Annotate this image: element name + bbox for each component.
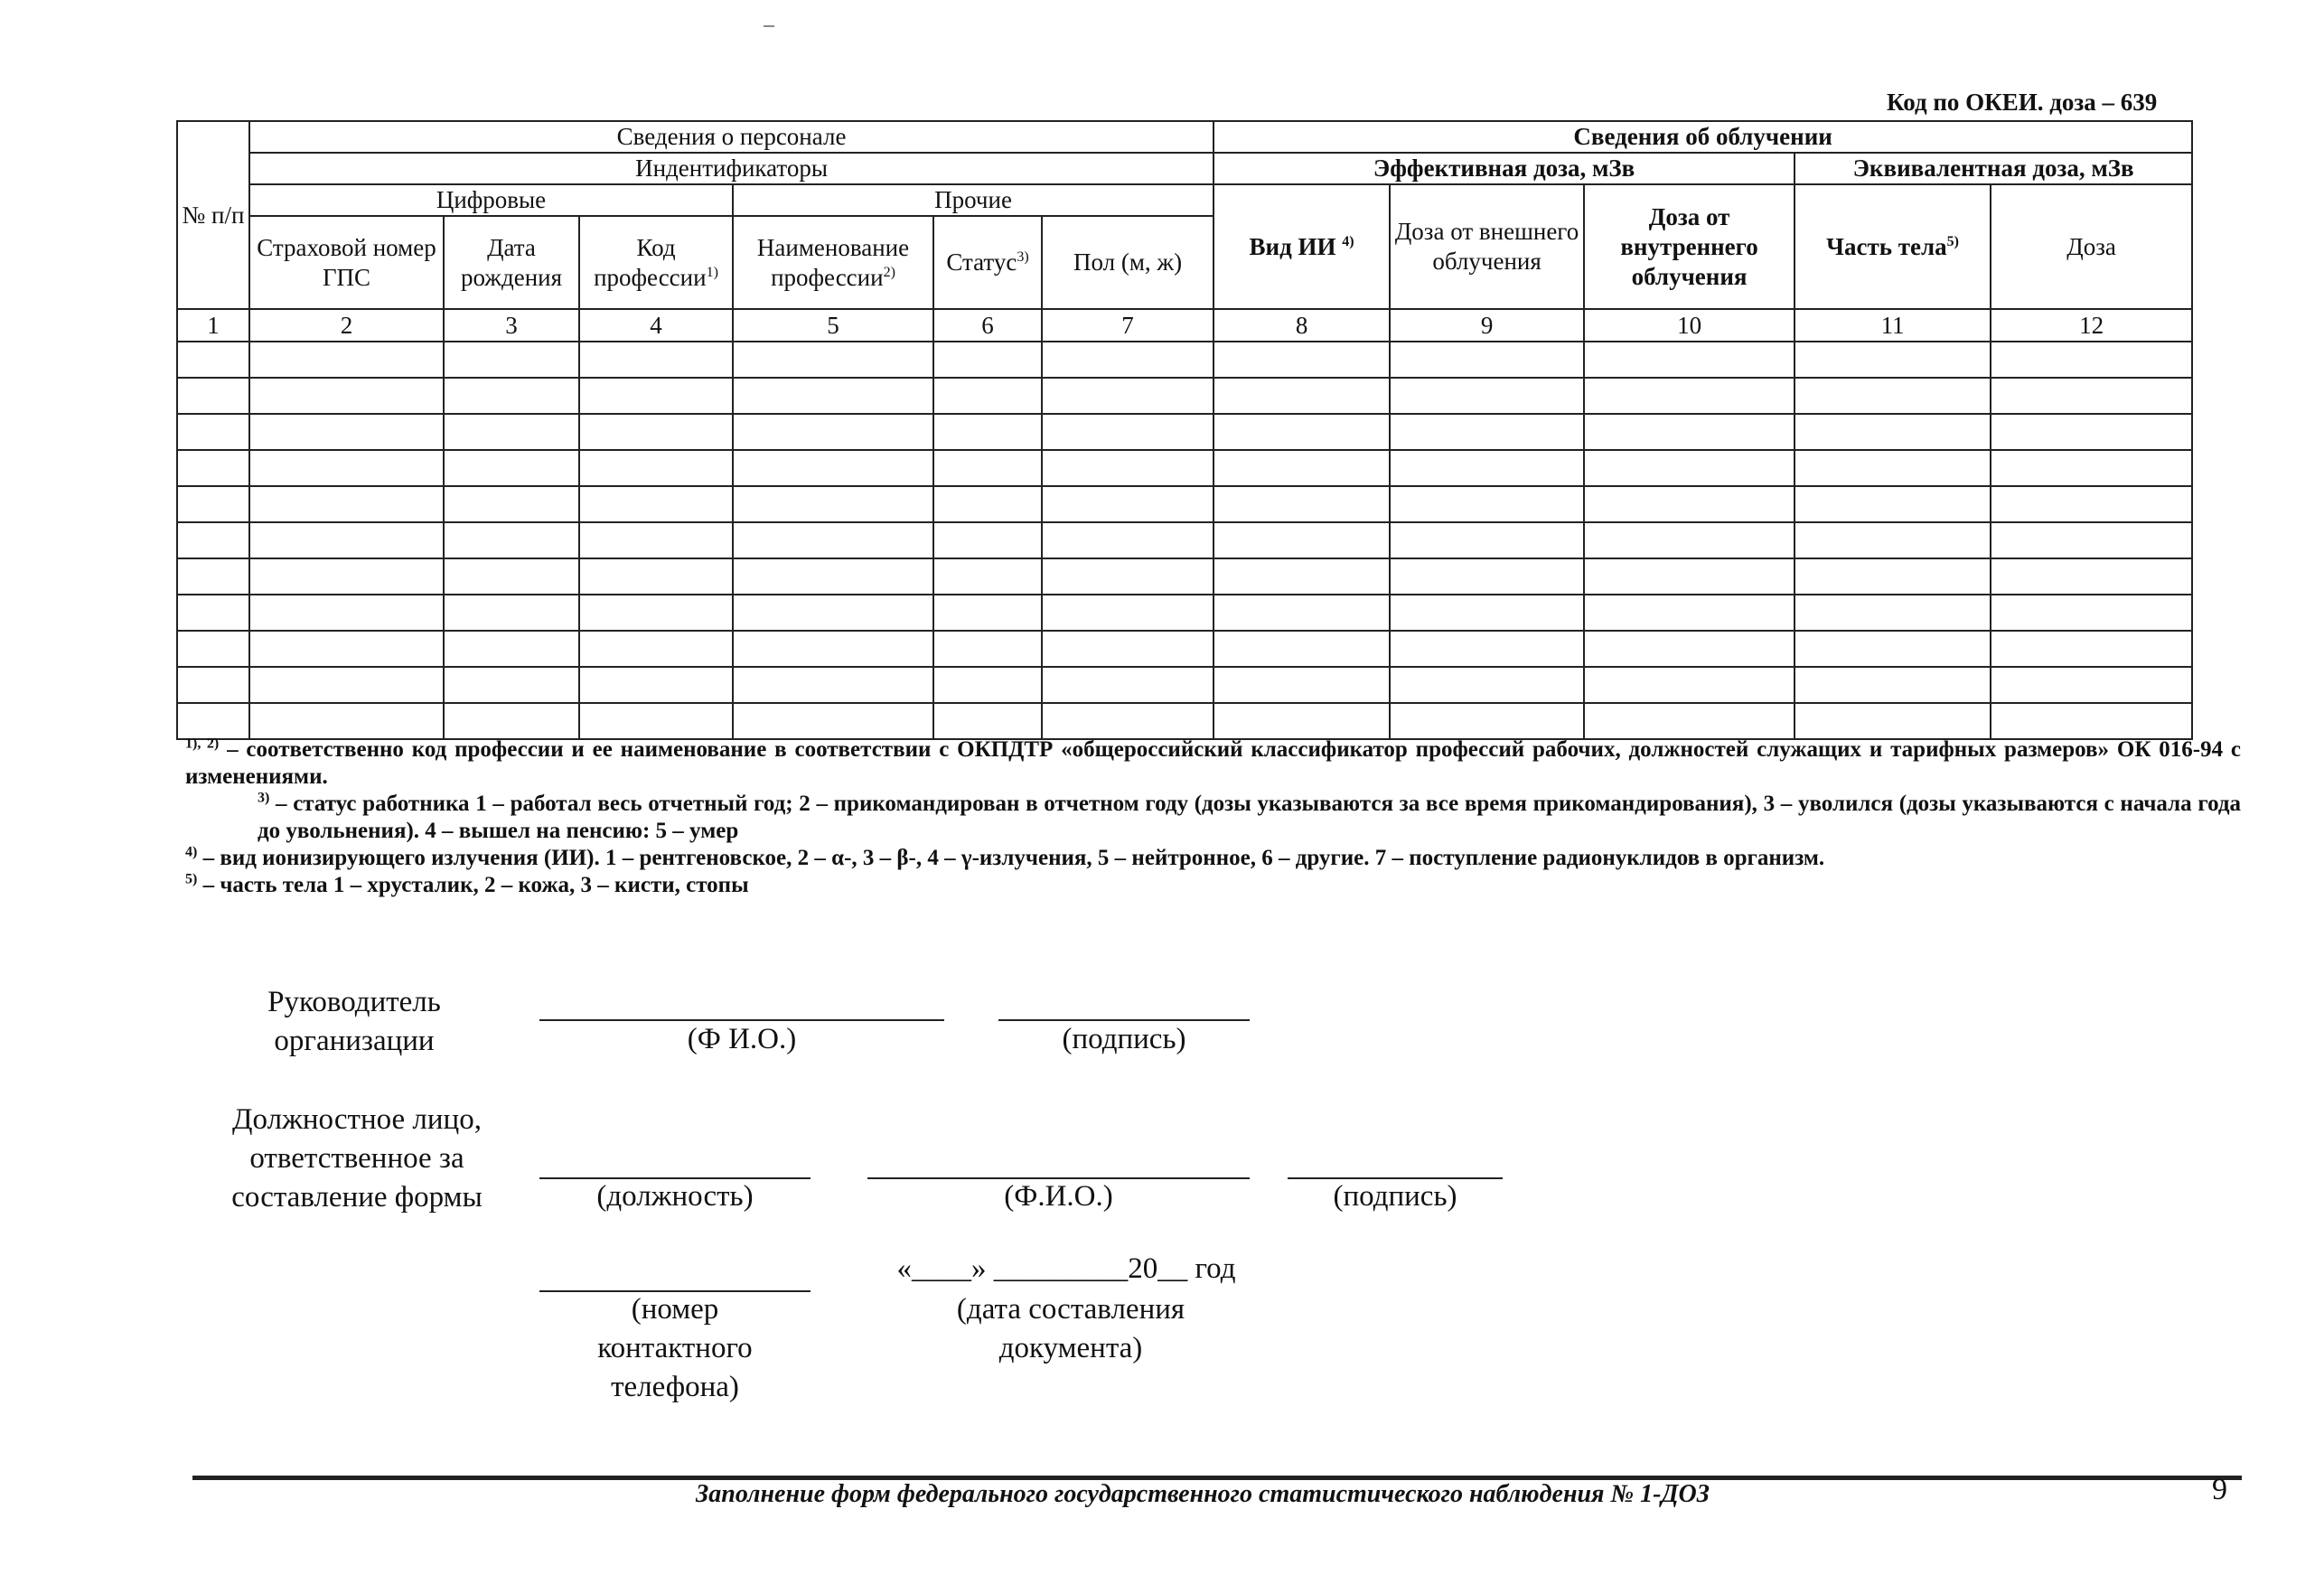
table-cell[interactable]: [1991, 414, 2192, 450]
table-cell[interactable]: [1042, 595, 1214, 631]
table-cell[interactable]: [1991, 486, 2192, 522]
table-cell[interactable]: [933, 342, 1042, 378]
table-cell[interactable]: [1042, 450, 1214, 486]
table-cell[interactable]: [444, 595, 579, 631]
table-cell[interactable]: [249, 703, 444, 739]
header-digital: Цифровые: [249, 184, 733, 216]
signature-caption-1: (подпись): [1062, 1023, 1186, 1055]
table-cell[interactable]: [579, 414, 733, 450]
table-cell[interactable]: [249, 378, 444, 414]
table-cell[interactable]: [1795, 378, 1991, 414]
col-number: 10: [1584, 309, 1795, 342]
table-cell[interactable]: [444, 414, 579, 450]
table-cell[interactable]: [1795, 414, 1991, 450]
table-cell[interactable]: [1214, 667, 1390, 703]
table-cell[interactable]: [1390, 450, 1584, 486]
table-cell[interactable]: [1214, 631, 1390, 667]
dose-register-table: [176, 120, 2193, 740]
table-cell[interactable]: [177, 522, 249, 558]
table-cell[interactable]: [177, 486, 249, 522]
table-cell[interactable]: [1584, 342, 1795, 378]
table-cell[interactable]: [1390, 414, 1584, 450]
table-cell[interactable]: [933, 414, 1042, 450]
header-profession-code: Код профессии$^{1)}$: [579, 216, 733, 309]
table-cell[interactable]: [249, 595, 444, 631]
table-cell[interactable]: [933, 703, 1042, 739]
table-cell[interactable]: [1991, 558, 2192, 595]
footnotes: [185, 736, 2241, 899]
header-profession-name: Наименование профессии$^{2)}$: [733, 216, 933, 309]
header-internal-dose: Доза от внутреннего облучения: [1584, 184, 1795, 309]
footnote-4: $^{4)}$ – вид ионизирующего излучения (ИИ). 1 – рентгеновское, 2 – α-, 3 – β-, 4 – γ-излучения, 5 – нейтронное, 6 – другие. 7 – поступление радионуклидов в организм.: [185, 844, 1825, 870]
header-equivalent-dose: Эквивалентная доза, мЗв: [1795, 153, 2192, 184]
okei-code: Код по ОКЕИ. доза – 639: [1887, 89, 2158, 116]
table-cell[interactable]: [579, 522, 733, 558]
footer-title: Заполнение форм федерального государственного статистического наблюдения № 1-ДОЗ: [696, 1480, 1710, 1508]
table-row: [177, 450, 2192, 486]
table-cell[interactable]: [444, 631, 579, 667]
table-cell[interactable]: [1214, 703, 1390, 739]
table-cell[interactable]: [733, 378, 933, 414]
table-cell[interactable]: [1991, 667, 2192, 703]
table-cell[interactable]: [1214, 450, 1390, 486]
table-cell[interactable]: [1991, 703, 2192, 739]
table-cell[interactable]: [1390, 378, 1584, 414]
column-number-row: [177, 309, 2192, 342]
header-exposure: Сведения об облучении: [1214, 121, 2192, 153]
table-cell[interactable]: [733, 558, 933, 595]
empty-rows: [177, 342, 2192, 739]
table-cell[interactable]: [1214, 378, 1390, 414]
table-cell[interactable]: [1390, 486, 1584, 522]
table-cell[interactable]: [579, 342, 733, 378]
table-cell[interactable]: [1390, 522, 1584, 558]
table-cell[interactable]: [1390, 558, 1584, 595]
table-cell[interactable]: [1584, 522, 1795, 558]
table-cell[interactable]: [1214, 558, 1390, 595]
table-row: [177, 667, 2192, 703]
table-cell[interactable]: [933, 667, 1042, 703]
table-cell[interactable]: [1042, 703, 1214, 739]
table-cell[interactable]: [579, 450, 733, 486]
table-cell[interactable]: [933, 486, 1042, 522]
table-cell[interactable]: [1584, 667, 1795, 703]
table-cell[interactable]: [579, 631, 733, 667]
table-cell[interactable]: [933, 595, 1042, 631]
header-dose: Доза: [1991, 184, 2192, 309]
table-cell[interactable]: [1042, 342, 1214, 378]
table-cell[interactable]: [1584, 703, 1795, 739]
table-cell[interactable]: [579, 558, 733, 595]
table-cell[interactable]: [1991, 595, 2192, 631]
table-cell[interactable]: [579, 667, 733, 703]
table-cell[interactable]: [1584, 450, 1795, 486]
col-number: 5: [733, 309, 933, 342]
table-cell[interactable]: [1584, 414, 1795, 450]
table-cell[interactable]: [1214, 342, 1390, 378]
table-cell[interactable]: [444, 486, 579, 522]
table-cell[interactable]: [1795, 450, 1991, 486]
date-field[interactable]: «____» _________20__ год: [896, 1252, 1236, 1285]
table-cell[interactable]: [177, 342, 249, 378]
header-insurance-number: Страховой номер ГПС: [249, 216, 444, 309]
table-cell[interactable]: [1214, 522, 1390, 558]
table-cell[interactable]: [579, 703, 733, 739]
table-row: [177, 595, 2192, 631]
footnote-3: $^{3)}$ – статус работника 1 – работал весь отчетный год; 2 – прикомандирован в отчетном году (дозы указываются за все время прикомандирования), 3 – уволился (дозы указываются с начала года до увольнения). 4 – вышел на пенсию: 5 – умер: [258, 790, 2242, 843]
table-cell[interactable]: [1390, 342, 1584, 378]
table-cell[interactable]: [1390, 667, 1584, 703]
table-row: [177, 631, 2192, 667]
table-cell[interactable]: [733, 522, 933, 558]
col-number: 1: [177, 309, 249, 342]
table-row: [177, 486, 2192, 522]
table-cell[interactable]: [1795, 342, 1991, 378]
table-cell[interactable]: [444, 703, 579, 739]
fio-caption-2: (Ф.И.О.): [1004, 1180, 1113, 1213]
table-cell[interactable]: [177, 378, 249, 414]
table-cell[interactable]: [933, 450, 1042, 486]
table-cell[interactable]: [1795, 703, 1991, 739]
header-birthdate: Дата рождения: [444, 216, 579, 309]
table-cell[interactable]: [177, 703, 249, 739]
table-cell[interactable]: [1042, 631, 1214, 667]
table-cell[interactable]: [733, 450, 933, 486]
position-caption: (должность): [596, 1180, 754, 1213]
col-number: 12: [1991, 309, 2192, 342]
table-row: [177, 522, 2192, 558]
table-cell[interactable]: [444, 522, 579, 558]
table-cell[interactable]: [249, 631, 444, 667]
table-cell[interactable]: [177, 667, 249, 703]
col-number: 2: [249, 309, 444, 342]
table-cell[interactable]: [733, 414, 933, 450]
table-cell[interactable]: [933, 378, 1042, 414]
table-cell[interactable]: [1390, 631, 1584, 667]
table-cell[interactable]: [733, 486, 933, 522]
date-caption: (дата составления документа): [956, 1293, 1185, 1364]
table-cell[interactable]: [733, 667, 933, 703]
table-cell[interactable]: [733, 595, 933, 631]
phone-caption: (номер контактного телефона): [597, 1293, 753, 1403]
col-number: 7: [1042, 309, 1214, 342]
header-personnel: Сведения о персонале: [249, 121, 1214, 153]
table-cell[interactable]: [177, 631, 249, 667]
table-cell[interactable]: [1991, 450, 2192, 486]
table-cell[interactable]: [1214, 595, 1390, 631]
table-cell[interactable]: [1042, 558, 1214, 595]
table-cell[interactable]: [1042, 522, 1214, 558]
table-cell[interactable]: [177, 558, 249, 595]
table-cell[interactable]: [249, 522, 444, 558]
table-cell[interactable]: [1584, 486, 1795, 522]
header-effective-dose: Эффективная доза, мЗв: [1214, 153, 1795, 184]
table-cell[interactable]: [1795, 522, 1991, 558]
col-number: 8: [1214, 309, 1390, 342]
footnote-5: $^{5)}$ – часть тела 1 – хрусталик, 2 – кожа, 3 – кисти, стопы: [185, 871, 749, 897]
table-cell[interactable]: [1991, 342, 2192, 378]
table-cell[interactable]: [1991, 631, 2192, 667]
table-cell[interactable]: [1042, 414, 1214, 450]
table-cell[interactable]: [249, 558, 444, 595]
table-cell[interactable]: [733, 342, 933, 378]
col-number: 9: [1390, 309, 1584, 342]
header-row-number: № п/п: [177, 121, 249, 309]
header-identifiers: Индентификаторы: [249, 153, 1214, 184]
table-cell[interactable]: [249, 414, 444, 450]
table-cell[interactable]: [444, 378, 579, 414]
head-label: Руководитель организации: [267, 986, 441, 1057]
table-cell[interactable]: [444, 558, 579, 595]
table-cell[interactable]: [733, 631, 933, 667]
table-cell[interactable]: [1795, 667, 1991, 703]
table-cell[interactable]: [733, 703, 933, 739]
table-cell[interactable]: [579, 595, 733, 631]
table-row: [177, 558, 2192, 595]
header-status: Статус$^{3)}$: [933, 216, 1042, 309]
table-cell[interactable]: [1042, 378, 1214, 414]
table-cell[interactable]: [1795, 486, 1991, 522]
table-cell[interactable]: [1390, 595, 1584, 631]
table-cell[interactable]: [1795, 595, 1991, 631]
footnote-1-2: $^{1), 2)}$ – соответственно код профессии и ее наименование в соответствии с ОКПДТР «общероссийский классификатор профессий рабочих, должностей служащих и тарифных размеров» ОК 016-94 с изменениями.: [185, 736, 2242, 789]
col-number: 4: [579, 309, 733, 342]
table-cell[interactable]: [1795, 558, 1991, 595]
table-cell[interactable]: [933, 558, 1042, 595]
table-cell[interactable]: [444, 450, 579, 486]
page-number: 9: [2212, 1473, 2227, 1506]
fio-caption-1: (Ф И.О.): [687, 1023, 797, 1055]
table-row: [177, 378, 2192, 414]
table-cell[interactable]: [579, 486, 733, 522]
table-cell[interactable]: [1042, 667, 1214, 703]
header-sex: Пол (м, ж): [1042, 216, 1214, 309]
table-cell[interactable]: [1584, 558, 1795, 595]
table-cell[interactable]: [933, 631, 1042, 667]
scan-mark: [764, 25, 774, 27]
table-cell[interactable]: [444, 667, 579, 703]
table-cell[interactable]: [1042, 486, 1214, 522]
col-number: 6: [933, 309, 1042, 342]
table-cell[interactable]: [249, 667, 444, 703]
signature-caption-2: (подпись): [1333, 1180, 1457, 1213]
table-cell[interactable]: [1991, 378, 2192, 414]
table-cell[interactable]: [444, 342, 579, 378]
table-cell[interactable]: [249, 486, 444, 522]
table-cell[interactable]: [177, 414, 249, 450]
table-cell[interactable]: [249, 342, 444, 378]
responsible-label: Должностное лицо, ответственное за составление формы: [231, 1103, 483, 1214]
header-radiation-type: Вид ИИ $^{4)}$: [1214, 184, 1390, 309]
table-row: [177, 703, 2192, 739]
col-number: 3: [444, 309, 579, 342]
table-cell[interactable]: [579, 378, 733, 414]
table-cell[interactable]: [1584, 378, 1795, 414]
table-cell[interactable]: [1584, 595, 1795, 631]
table-cell[interactable]: [1214, 414, 1390, 450]
table-cell[interactable]: [1991, 522, 2192, 558]
table-cell[interactable]: [1584, 631, 1795, 667]
table-row: [177, 414, 2192, 450]
table-row: [177, 342, 2192, 378]
header-other: Прочие: [733, 184, 1214, 216]
col-number: 11: [1795, 309, 1991, 342]
table-cell[interactable]: [177, 450, 249, 486]
table-cell[interactable]: [1390, 703, 1584, 739]
table-cell[interactable]: [1795, 631, 1991, 667]
header-body-part: Часть тела$^{5)}$: [1795, 184, 1991, 309]
header-external-dose: Доза от внешнего облучения: [1390, 184, 1584, 309]
table-cell[interactable]: [177, 595, 249, 631]
table-cell[interactable]: [249, 450, 444, 486]
table-cell[interactable]: [933, 522, 1042, 558]
table-cell[interactable]: [1214, 486, 1390, 522]
